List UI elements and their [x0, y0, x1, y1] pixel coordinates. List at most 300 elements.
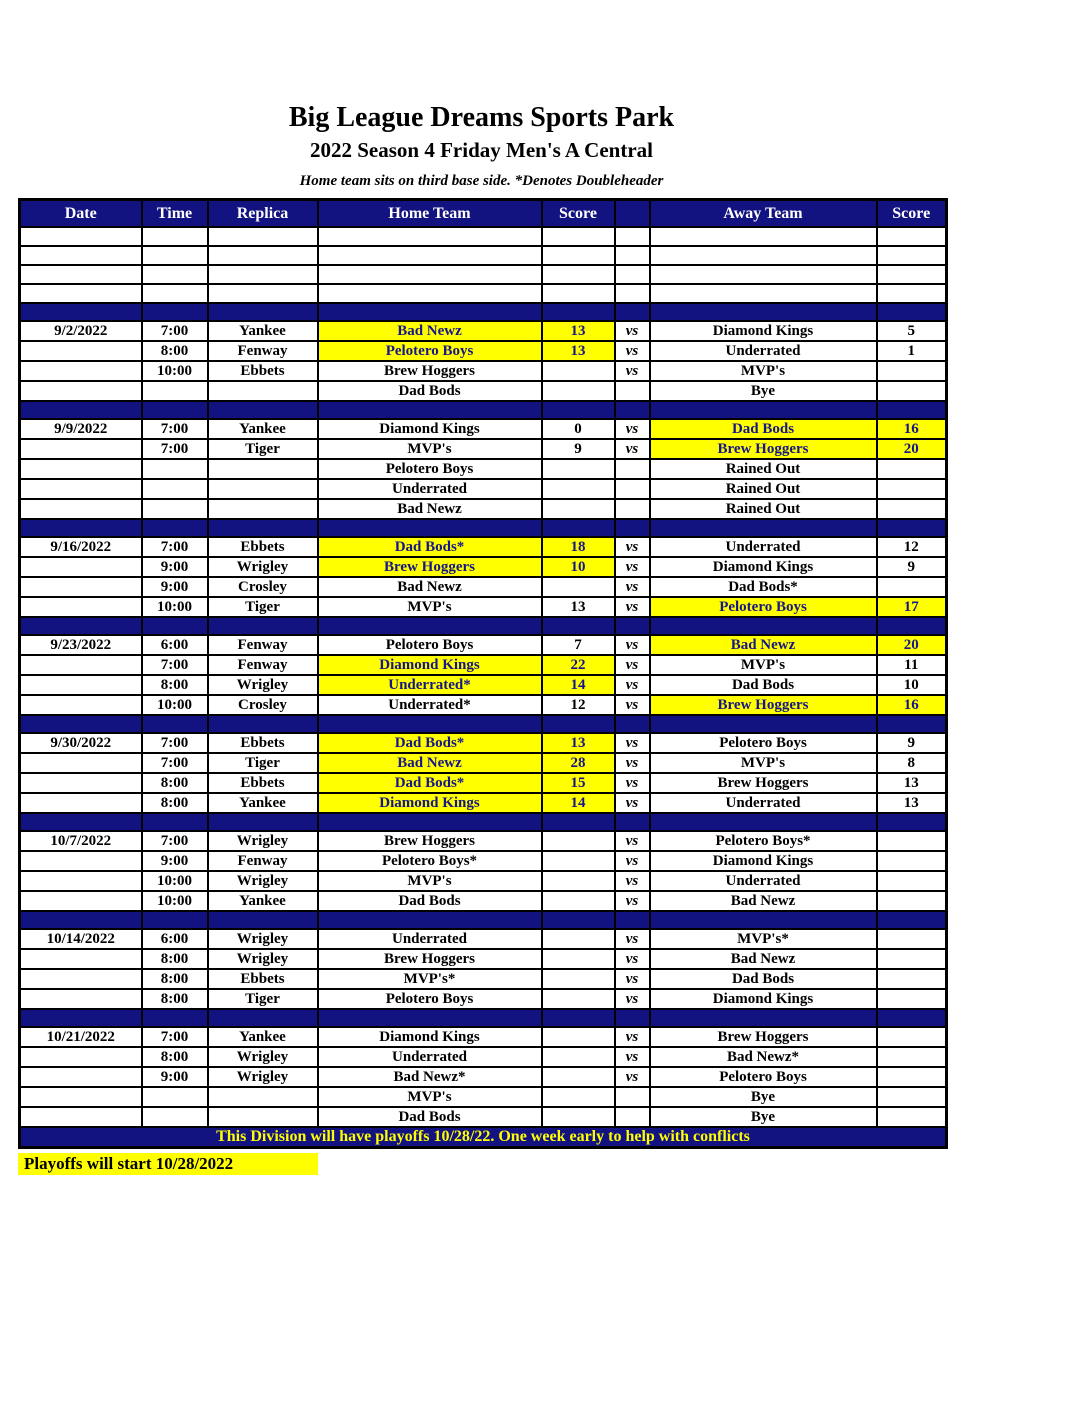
time-cell: 9:00 — [142, 557, 208, 577]
time-cell — [142, 499, 208, 519]
vs-cell — [615, 479, 650, 499]
home-team-cell: Brew Hoggers — [318, 949, 542, 969]
empty-cell — [877, 227, 947, 246]
empty-cell — [877, 284, 947, 303]
time-cell: 7:00 — [142, 753, 208, 773]
away-team-cell: Bye — [650, 1087, 877, 1107]
time-cell: 8:00 — [142, 341, 208, 361]
away-score-cell: 20 — [877, 439, 947, 459]
time-cell: 9:00 — [142, 577, 208, 597]
schedule-row — [20, 1047, 947, 1067]
away-score-cell — [877, 831, 947, 851]
home-score-cell — [542, 577, 615, 597]
schedule-row — [20, 1107, 947, 1127]
time-cell: 10:00 — [142, 891, 208, 911]
home-team-cell: Pelotero Boys* — [318, 851, 542, 871]
empty-cell — [318, 265, 542, 284]
away-team-cell: Bad Newz — [650, 891, 877, 911]
divider-cell — [542, 813, 615, 831]
column-header-home-team: Home Team — [318, 200, 542, 228]
divider-cell — [142, 813, 208, 831]
vs-cell: vs — [615, 949, 650, 969]
away-score-cell: 16 — [877, 419, 947, 439]
home-score-cell: 18 — [542, 537, 615, 557]
schedule-row — [20, 479, 947, 499]
replica-cell: Yankee — [208, 793, 318, 813]
column-header-time: Time — [142, 200, 208, 228]
away-score-cell — [877, 479, 947, 499]
home-team-cell: Bad Newz — [318, 577, 542, 597]
replica-cell: Tiger — [208, 597, 318, 617]
away-team-cell: Underrated — [650, 871, 877, 891]
home-team-cell: Dad Bods — [318, 891, 542, 911]
replica-cell: Wrigley — [208, 929, 318, 949]
home-score-cell — [542, 1087, 615, 1107]
divider-cell — [650, 911, 877, 929]
away-team-cell: Dad Bods — [650, 675, 877, 695]
empty-row — [20, 227, 947, 246]
date-cell — [20, 381, 142, 401]
home-score-cell — [542, 949, 615, 969]
home-score-cell: 0 — [542, 419, 615, 439]
time-cell: 7:00 — [142, 831, 208, 851]
time-cell: 8:00 — [142, 1047, 208, 1067]
vs-cell: vs — [615, 891, 650, 911]
home-score-cell — [542, 479, 615, 499]
section-divider-row — [20, 813, 947, 831]
home-team-cell: Dad Bods* — [318, 773, 542, 793]
replica-cell: Wrigley — [208, 675, 318, 695]
home-team-cell: Underrated — [318, 479, 542, 499]
home-team-cell: Pelotero Boys — [318, 459, 542, 479]
divider-cell — [542, 715, 615, 733]
away-score-cell: 12 — [877, 537, 947, 557]
date-cell — [20, 479, 142, 499]
schedule-row — [20, 439, 947, 459]
empty-cell — [318, 227, 542, 246]
column-header-vs — [615, 200, 650, 228]
empty-row — [20, 246, 947, 265]
empty-cell — [318, 246, 542, 265]
vs-cell: vs — [615, 753, 650, 773]
date-cell — [20, 989, 142, 1009]
away-team-cell: MVP's* — [650, 929, 877, 949]
home-team-cell: MVP's — [318, 1087, 542, 1107]
home-team-cell: MVP's — [318, 597, 542, 617]
vs-cell: vs — [615, 969, 650, 989]
empty-cell — [615, 227, 650, 246]
away-score-cell — [877, 381, 947, 401]
away-team-cell: Dad Bods — [650, 969, 877, 989]
vs-cell: vs — [615, 733, 650, 753]
away-team-cell: Diamond Kings — [650, 851, 877, 871]
date-cell — [20, 695, 142, 715]
divider-cell — [650, 617, 877, 635]
away-team-cell: MVP's — [650, 361, 877, 381]
divider-cell — [142, 715, 208, 733]
time-cell: 9:00 — [142, 851, 208, 871]
divider-cell — [20, 303, 142, 321]
replica-cell: Fenway — [208, 635, 318, 655]
away-team-cell: Underrated — [650, 537, 877, 557]
schedule-row — [20, 929, 947, 949]
date-cell: 9/16/2022 — [20, 537, 142, 557]
away-team-cell: Underrated — [650, 793, 877, 813]
home-team-cell: Bad Newz — [318, 753, 542, 773]
time-cell: 7:00 — [142, 655, 208, 675]
schedule-row — [20, 1027, 947, 1047]
replica-cell: Crosley — [208, 695, 318, 715]
schedule-row — [20, 695, 947, 715]
divider-cell — [542, 303, 615, 321]
divider-cell — [318, 519, 542, 537]
vs-cell: vs — [615, 851, 650, 871]
away-score-cell: 17 — [877, 597, 947, 617]
divider-cell — [142, 401, 208, 419]
empty-cell — [142, 265, 208, 284]
date-cell — [20, 949, 142, 969]
away-score-cell: 9 — [877, 733, 947, 753]
schedule-row — [20, 459, 947, 479]
home-team-cell: MVP's* — [318, 969, 542, 989]
away-score-cell: 13 — [877, 793, 947, 813]
away-team-cell: Brew Hoggers — [650, 695, 877, 715]
time-cell: 10:00 — [142, 695, 208, 715]
divider-cell — [318, 1009, 542, 1027]
away-score-cell — [877, 1047, 947, 1067]
column-header-date: Date — [20, 200, 142, 228]
home-team-cell: Diamond Kings — [318, 793, 542, 813]
divider-cell — [650, 401, 877, 419]
empty-cell — [615, 284, 650, 303]
home-team-cell: Pelotero Boys — [318, 341, 542, 361]
divider-cell — [208, 715, 318, 733]
schedule-row — [20, 793, 947, 813]
away-team-cell: Brew Hoggers — [650, 439, 877, 459]
schedule-row — [20, 753, 947, 773]
home-team-cell: Underrated* — [318, 695, 542, 715]
schedule-row — [20, 557, 947, 577]
away-team-cell: Brew Hoggers — [650, 773, 877, 793]
replica-cell: Tiger — [208, 753, 318, 773]
header-row — [20, 200, 947, 228]
schedule-row — [20, 381, 947, 401]
divider-cell — [615, 303, 650, 321]
home-score-cell — [542, 871, 615, 891]
divider-cell — [650, 519, 877, 537]
time-cell: 7:00 — [142, 733, 208, 753]
empty-cell — [20, 265, 142, 284]
divider-cell — [208, 1009, 318, 1027]
away-score-cell — [877, 577, 947, 597]
date-cell: 10/7/2022 — [20, 831, 142, 851]
divider-cell — [877, 813, 947, 831]
vs-cell: vs — [615, 831, 650, 851]
vs-cell: vs — [615, 695, 650, 715]
time-cell — [142, 459, 208, 479]
vs-cell: vs — [615, 439, 650, 459]
date-cell — [20, 557, 142, 577]
divider-cell — [542, 519, 615, 537]
date-cell: 10/21/2022 — [20, 1027, 142, 1047]
away-team-cell: Bad Newz — [650, 635, 877, 655]
divider-cell — [142, 617, 208, 635]
empty-cell — [20, 246, 142, 265]
divider-cell — [318, 303, 542, 321]
time-cell: 6:00 — [142, 929, 208, 949]
away-score-cell: 1 — [877, 341, 947, 361]
replica-cell: Wrigley — [208, 1067, 318, 1087]
page-title: Big League Dreams Sports Park — [288, 102, 675, 133]
section-divider-row — [20, 1009, 947, 1027]
away-score-cell: 16 — [877, 695, 947, 715]
replica-cell: Wrigley — [208, 1047, 318, 1067]
away-team-cell: MVP's — [650, 655, 877, 675]
home-team-cell: Diamond Kings — [318, 419, 542, 439]
date-cell — [20, 773, 142, 793]
table-footer-text: This Division will have playoffs 10/28/22. One week early to help with conflicts — [20, 1127, 947, 1148]
home-score-cell — [542, 1027, 615, 1047]
replica-cell: Tiger — [208, 439, 318, 459]
time-cell: 8:00 — [142, 989, 208, 1009]
vs-cell: vs — [615, 773, 650, 793]
home-score-cell — [542, 1067, 615, 1087]
vs-cell: vs — [615, 341, 650, 361]
replica-cell: Wrigley — [208, 949, 318, 969]
divider-cell — [542, 401, 615, 419]
replica-cell: Wrigley — [208, 557, 318, 577]
divider-cell — [877, 911, 947, 929]
page-subtitle: 2022 Season 4 Friday Men's A Central — [309, 138, 653, 162]
schedule-row — [20, 321, 947, 341]
divider-cell — [877, 1009, 947, 1027]
away-score-cell: 10 — [877, 675, 947, 695]
time-cell — [142, 1107, 208, 1127]
divider-cell — [318, 715, 542, 733]
empty-cell — [615, 246, 650, 265]
vs-cell — [615, 1107, 650, 1127]
home-team-cell: Dad Bods — [318, 381, 542, 401]
vs-cell: vs — [615, 577, 650, 597]
date-cell: 9/2/2022 — [20, 321, 142, 341]
date-cell — [20, 753, 142, 773]
replica-cell: Fenway — [208, 655, 318, 675]
home-team-note: Home team sits on third base side. *Denotes Doubleheader — [299, 173, 664, 189]
time-cell: 8:00 — [142, 675, 208, 695]
away-score-cell — [877, 929, 947, 949]
replica-cell — [208, 499, 318, 519]
divider-cell — [542, 911, 615, 929]
divider-cell — [208, 303, 318, 321]
vs-cell: vs — [615, 361, 650, 381]
time-cell: 8:00 — [142, 949, 208, 969]
replica-cell: Yankee — [208, 1027, 318, 1047]
divider-cell — [142, 303, 208, 321]
away-score-cell: 13 — [877, 773, 947, 793]
away-score-cell: 9 — [877, 557, 947, 577]
date-cell — [20, 597, 142, 617]
vs-cell: vs — [615, 321, 650, 341]
away-team-cell: Pelotero Boys* — [650, 831, 877, 851]
date-cell — [20, 675, 142, 695]
vs-cell: vs — [615, 597, 650, 617]
divider-cell — [650, 303, 877, 321]
title-block — [18, 101, 945, 190]
away-team-cell: Brew Hoggers — [650, 1027, 877, 1047]
replica-cell: Ebbets — [208, 969, 318, 989]
schedule-row — [20, 635, 947, 655]
column-header-away-team: Away Team — [650, 200, 877, 228]
home-team-cell: Diamond Kings — [318, 655, 542, 675]
home-score-cell — [542, 381, 615, 401]
schedule-table — [18, 198, 948, 1149]
section-divider-row — [20, 401, 947, 419]
home-score-cell: 28 — [542, 753, 615, 773]
empty-cell — [650, 246, 877, 265]
home-score-cell: 15 — [542, 773, 615, 793]
empty-cell — [208, 246, 318, 265]
replica-cell: Fenway — [208, 851, 318, 871]
empty-cell — [20, 284, 142, 303]
replica-cell — [208, 459, 318, 479]
home-team-cell: Dad Bods* — [318, 733, 542, 753]
time-cell — [142, 381, 208, 401]
home-score-cell — [542, 989, 615, 1009]
empty-cell — [208, 284, 318, 303]
vs-cell — [615, 381, 650, 401]
time-cell: 7:00 — [142, 321, 208, 341]
vs-cell: vs — [615, 871, 650, 891]
schedule-row — [20, 577, 947, 597]
divider-cell — [20, 519, 142, 537]
date-cell: 10/14/2022 — [20, 929, 142, 949]
away-score-cell — [877, 891, 947, 911]
schedule-row — [20, 361, 947, 381]
divider-cell — [208, 813, 318, 831]
schedule-row — [20, 675, 947, 695]
vs-cell: vs — [615, 635, 650, 655]
date-cell — [20, 459, 142, 479]
away-score-cell — [877, 361, 947, 381]
away-score-cell: 5 — [877, 321, 947, 341]
replica-cell: Ebbets — [208, 733, 318, 753]
vs-cell — [615, 459, 650, 479]
home-team-cell: Bad Newz — [318, 321, 542, 341]
empty-cell — [650, 265, 877, 284]
schedule-row — [20, 773, 947, 793]
home-score-cell: 13 — [542, 341, 615, 361]
table-footer-row — [20, 1127, 947, 1148]
home-score-cell: 7 — [542, 635, 615, 655]
home-score-cell: 10 — [542, 557, 615, 577]
time-cell: 7:00 — [142, 419, 208, 439]
empty-cell — [650, 284, 877, 303]
divider-cell — [208, 911, 318, 929]
empty-cell — [877, 265, 947, 284]
divider-cell — [142, 519, 208, 537]
date-cell — [20, 891, 142, 911]
empty-cell — [542, 265, 615, 284]
away-team-cell: Diamond Kings — [650, 989, 877, 1009]
schedule-row — [20, 537, 947, 557]
playoffs-start-note: Playoffs will start 10/28/2022 — [18, 1153, 318, 1175]
schedule-row — [20, 989, 947, 1009]
schedule-row — [20, 851, 947, 871]
date-cell — [20, 577, 142, 597]
vs-cell: vs — [615, 793, 650, 813]
away-team-cell: MVP's — [650, 753, 877, 773]
divider-cell — [877, 715, 947, 733]
empty-cell — [20, 227, 142, 246]
schedule-row — [20, 891, 947, 911]
vs-cell: vs — [615, 1027, 650, 1047]
date-cell — [20, 499, 142, 519]
divider-cell — [20, 813, 142, 831]
date-cell — [20, 1087, 142, 1107]
divider-cell — [542, 1009, 615, 1027]
empty-row — [20, 284, 947, 303]
column-header-home-score: Score — [542, 200, 615, 228]
date-cell — [20, 851, 142, 871]
home-team-cell: Pelotero Boys — [318, 989, 542, 1009]
divider-cell — [542, 617, 615, 635]
date-cell — [20, 1047, 142, 1067]
divider-cell — [318, 911, 542, 929]
time-cell: 8:00 — [142, 773, 208, 793]
time-cell: 7:00 — [142, 1027, 208, 1047]
section-divider-row — [20, 715, 947, 733]
replica-cell — [208, 381, 318, 401]
divider-cell — [615, 911, 650, 929]
divider-cell — [877, 617, 947, 635]
divider-cell — [318, 401, 542, 419]
time-cell: 7:00 — [142, 439, 208, 459]
column-header-replica: Replica — [208, 200, 318, 228]
divider-cell — [208, 519, 318, 537]
empty-cell — [877, 246, 947, 265]
home-score-cell — [542, 499, 615, 519]
home-score-cell: 13 — [542, 733, 615, 753]
away-score-cell — [877, 1067, 947, 1087]
replica-cell — [208, 1107, 318, 1127]
time-cell: 6:00 — [142, 635, 208, 655]
empty-cell — [542, 227, 615, 246]
schedule-row — [20, 1067, 947, 1087]
away-team-cell: Dad Bods — [650, 419, 877, 439]
empty-cell — [208, 227, 318, 246]
time-cell — [142, 1087, 208, 1107]
section-divider-row — [20, 911, 947, 929]
divider-cell — [142, 1009, 208, 1027]
schedule-row — [20, 419, 947, 439]
home-team-cell: Brew Hoggers — [318, 557, 542, 577]
date-cell — [20, 1067, 142, 1087]
divider-cell — [20, 1009, 142, 1027]
away-score-cell — [877, 851, 947, 871]
home-team-cell: MVP's — [318, 439, 542, 459]
empty-cell — [208, 265, 318, 284]
away-score-cell: 20 — [877, 635, 947, 655]
home-team-cell: Diamond Kings — [318, 1027, 542, 1047]
home-team-cell: Pelotero Boys — [318, 635, 542, 655]
vs-cell — [615, 499, 650, 519]
divider-cell — [318, 813, 542, 831]
date-cell — [20, 1107, 142, 1127]
divider-cell — [615, 813, 650, 831]
divider-cell — [615, 715, 650, 733]
home-score-cell — [542, 851, 615, 871]
vs-cell: vs — [615, 929, 650, 949]
